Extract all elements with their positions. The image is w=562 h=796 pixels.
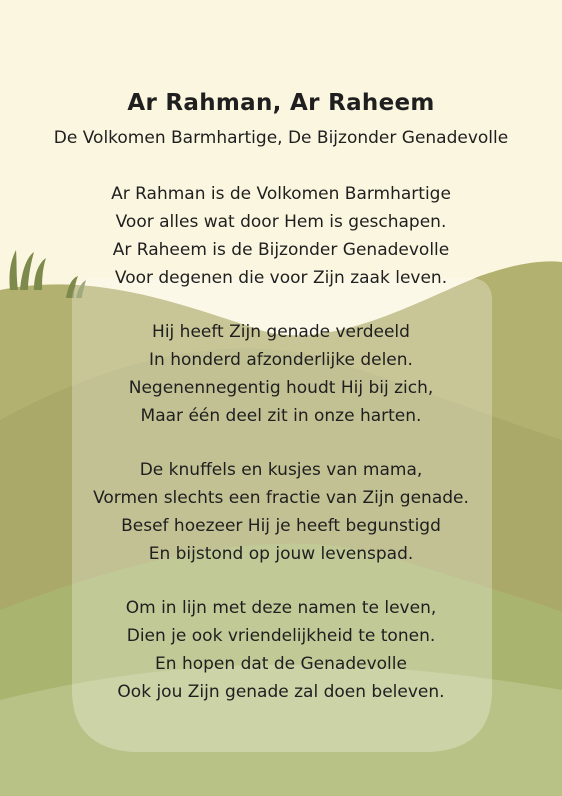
stanza-4 [0,594,562,706]
stanza-2 [0,318,562,430]
poem-line: Besef hoezeer Hij je heeft begunstigd [121,516,441,536]
stanza-1 [0,180,562,292]
poem-line: De knuffels en kusjes van mama, [139,460,423,480]
poem-line: Om in lijn met deze namen te leven, [125,598,437,618]
poem-line: In honderd afzonderlijke delen. [149,350,413,370]
poem-line: Vormen slechts een fractie van Zijn genade. [93,488,469,508]
poem-line: Ook jou Zijn genade zal doen beleven. [117,682,445,702]
poem-title: Ar Rahman, Ar Raheem [127,90,435,116]
poem-line: Negenennegentig houdt Hij bij zich, [128,378,434,398]
poem-line: En hopen dat de Genadevolle [155,654,407,674]
poem-line: Voor degenen die voor Zijn zaak leven. [114,268,448,288]
poem-line: Dien je ook vriendelijkheid te tonen. [126,626,436,646]
poem-subtitle: De Volkomen Barmhartige, De Bijzonder Genadevolle [53,128,509,148]
poem-line: Ar Raheem is de Bijzonder Genadevolle [112,240,450,260]
stanza-3 [0,456,562,568]
poem-line: Ar Rahman is de Volkomen Barmhartige [111,184,451,204]
poem-line: En bijstond op jouw levenspad. [148,544,414,564]
poem-line: Hij heeft Zijn genade verdeeld [152,322,410,342]
poem-line: Voor alles wat door Hem is geschapen. [115,212,447,232]
poem-line: Maar één deel zit in onze harten. [140,406,422,426]
